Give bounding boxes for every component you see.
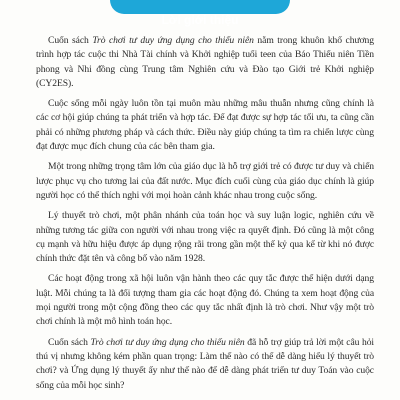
paragraph-5: Các hoạt động trong xã hội luôn vận hành theo các quy tắc được thể hiện dưới dạng luật. Mỗi chúng ta là đối tượng tham gia các hoạt động đó. Chúng ta xem hoạt động của mọi người trong một cộng đồng theo các quy tắc nhất định là trò chơi. Như vậy một trò chơi chính là một mô hình toán học. <box>36 273 374 328</box>
page-title: Lời giới thiệu <box>161 13 239 27</box>
paragraph-6-after: đã hỗ trợ giúp trả lời một câu hỏi thú vị nhưng không kém phần quan trọng: Làm thế nào có thể dễ dàng hiểu lý thuyết trò chơi? và Ứng dụng lý thuyết ấy như thế nào để dễ dàng phát triển tư duy Toán vào cuộc sống của mỗi học sinh? <box>36 336 374 391</box>
paragraph-2: Cuộc sống mỗi ngày luôn tồn tại muôn màu những mâu thuẫn nhưng cũng chính là các cơ hội giúp chúng ta phát triển và hợp tác. Để đạt được sự hợp tác tối ưu, ta cũng cần phải có những phương pháp và cách thức. Điều này giúp chúng ta tìm ra chiến lược cùng đạt được mục đích chung của các bên tham gia. <box>36 98 374 153</box>
document-body <box>36 34 374 396</box>
header-banner <box>110 0 290 14</box>
paragraph-6-before: Cuốn sách <box>48 336 91 348</box>
book-title-italic: Trò chơi tư duy ứng dụng cho thiếu niên <box>92 35 254 46</box>
paragraph-1 <box>36 34 374 91</box>
paragraph-1-before: Cuốn sách <box>48 35 93 46</box>
paragraph-6 <box>36 336 374 393</box>
book-title-italic: Trò chơi tư duy ứng dụng cho thiếu niên <box>90 336 245 348</box>
paragraph-4: Lý thuyết trò chơi, một phân nhánh của toán học và suy luận logic, nghiên cứu về những tương tác giữa con người với nhau trong việc ra quyết định. Đó cũng là một công cụ mạnh và hữu hiệu được áp dụng rộng rãi trong gần một thế kỷ qua kể từ khi nó được chính thức đặt tên và công bố vào năm 1928. <box>36 210 374 265</box>
paragraph-3: Một trong những trọng tâm lớn của giáo dục là hỗ trợ giới trẻ có được tư duy và chiến lược phục vụ cho tương lai của đất nước. Mục đích cuối cùng của giáo dục chính là giúp người học có thể thích nghi với mọi hoàn cảnh khác nhau trong cuộc sống. <box>36 161 374 201</box>
paragraph-1-after: nằm trong khuôn khổ chương trình hợp tác cuộc thi Nhà Tài chính và Khởi nghiệp tuổi teen của Báo Thiếu niên Tiền phong và Nhi đồng cùng Trung tâm Nghiên cứu và Đào tạo Giới trẻ Khởi nghiệp (CY2ES). <box>36 35 374 89</box>
